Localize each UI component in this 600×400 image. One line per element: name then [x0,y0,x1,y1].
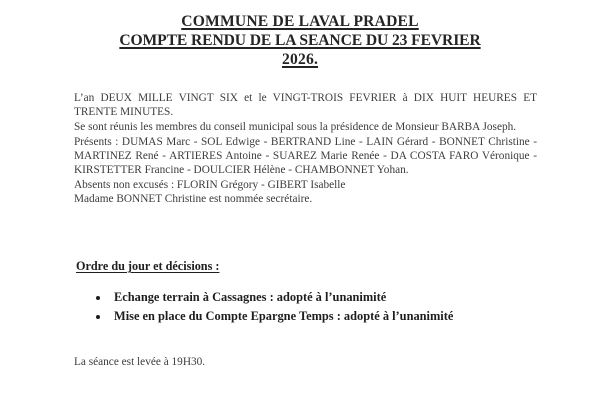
agenda-heading: Ordre du jour et décisions : [76,259,220,273]
preamble-present-list: Présents : DUMAS Marc - SOL Edwige - BERTRAND Line - LAIN Gérard - BONNET Christine - MARTINEZ René - ARTIERES Antoine - SUAREZ Marie Renée - DA COSTA FARO Véronique - KIRSTETTER Francine - DOULCIER Hélène - CHAMBONNET Yohan. [74,135,537,177]
bullet-icon [96,296,100,300]
agenda-item-label: Mise en place du Compte Epargne Temps : adopté à l’unanimité [114,309,454,323]
title-line-commune-text: COMMUNE DE LAVAL PRADEL [181,13,419,30]
bullet-icon [96,315,100,319]
agenda-item-label: Echange terrain à Cassagnes : adopté à l’unanimité [114,290,387,304]
agenda-item [92,307,552,326]
document-title-block [0,12,600,69]
title-line-compte-rendu-text: COMPTE RENDU DE LA SEANCE DU 23 FEVRIER [119,32,481,49]
title-line-commune [0,12,600,31]
title-line-compte-rendu [0,31,600,50]
agenda-item [92,288,552,307]
agenda-list [92,288,552,326]
preamble-secretary: Madame BONNET Christine est nommée secrétaire. [74,193,313,206]
preamble-absent-list: Absents non excusés : FLORIN Grégory - GIBERT Isabelle [74,178,346,191]
preamble-opening: L’an DEUX MILLE VINGT SIX et le VINGT-TROIS FEVRIER à DIX HUIT HEURES ET TRENTE MINUTES. [74,92,537,119]
closing-statement: La séance est levée à 19H30. [74,356,206,368]
title-line-year-text: 2026. [281,51,319,68]
preamble-block [74,91,537,207]
title-line-year [0,50,600,69]
preamble-convocation: Se sont réunis les membres du conseil municipal sous la présidence de Monsieur BARBA Joseph. [74,120,517,133]
